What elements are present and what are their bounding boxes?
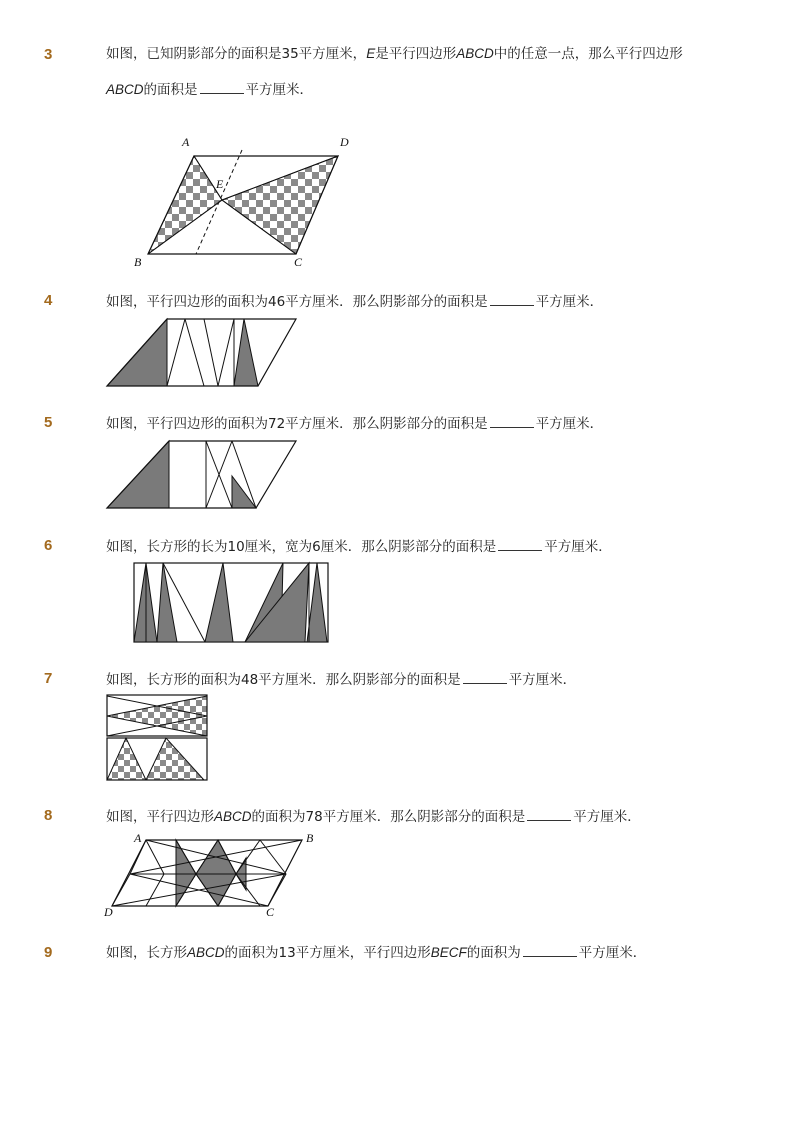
q3-text-part: 的面积是 xyxy=(143,82,198,98)
q8-var-abcd: ABCD xyxy=(214,809,252,824)
q5-shaded-right xyxy=(232,476,256,508)
q8-label-a: A xyxy=(134,831,142,845)
q3-shaded-left xyxy=(148,156,222,254)
question-number-4: 4 xyxy=(44,292,53,309)
q3-text-part: 如图，已知阴影部分的面积是35平方厘米， xyxy=(106,46,367,62)
q8-shaded-2 xyxy=(196,840,236,906)
q9-var-becf: BECF xyxy=(430,945,467,960)
question-9-text xyxy=(106,943,646,963)
question-3-text xyxy=(106,44,683,64)
question-6-text xyxy=(106,537,612,557)
q3-label-e: E xyxy=(216,177,224,191)
q6-figure xyxy=(133,562,333,646)
q9-var-abcd: ABCD xyxy=(187,945,225,960)
q5-figure xyxy=(106,440,306,512)
q3-label-b: B xyxy=(134,255,142,269)
q8-figure xyxy=(100,830,320,920)
question-8-text xyxy=(106,807,641,827)
q9-text-part: 如图，长方形 xyxy=(106,945,187,961)
q6-text-part: 如图，长方形的长为10厘米，宽为6厘米．那么阴影部分的面积是 xyxy=(106,539,497,555)
question-4-text xyxy=(106,292,603,312)
q7-shaded-bottom-1 xyxy=(107,738,146,780)
question-7-text xyxy=(106,670,576,690)
q4-shaded-right xyxy=(234,319,258,386)
q3-figure xyxy=(130,130,370,270)
question-3-text-line2 xyxy=(106,78,313,98)
q7-figure xyxy=(106,694,212,784)
q8-text-part: 平方厘米． xyxy=(573,809,641,825)
q8-label-c: C xyxy=(266,905,275,919)
question-number-9: 9 xyxy=(44,944,53,961)
q3-text-part: 平方厘米． xyxy=(245,82,314,98)
q3-var-abcd-2: ABCD xyxy=(106,82,144,97)
question-number-3: 3 xyxy=(44,46,53,63)
q6-text-part: 平方厘米． xyxy=(544,539,612,555)
q5-text-part: 如图，平行四边形的面积为72平方厘米．那么阴影部分的面积是 xyxy=(106,416,488,432)
q6-shaded-2 xyxy=(157,563,177,642)
question-number-8: 8 xyxy=(44,807,53,824)
q8-label-d: D xyxy=(104,905,113,919)
q7-text-part: 平方厘米． xyxy=(508,672,577,688)
q7-text-part: 如图，长方形的面积为48平方厘米．那么阴影部分的面积是 xyxy=(106,672,461,688)
q3-var-abcd: ABCD xyxy=(456,46,494,61)
question-number-7: 7 xyxy=(44,670,53,687)
answer-blank[interactable] xyxy=(490,415,534,428)
q4-figure xyxy=(106,318,306,390)
question-number-5: 5 xyxy=(44,414,53,431)
q9-text-part: 的面积为13平方厘米，平行四边形 xyxy=(224,945,431,961)
answer-blank[interactable] xyxy=(200,81,244,94)
question-number-6: 6 xyxy=(44,537,53,554)
q7-shaded-bottom-2 xyxy=(146,738,204,780)
question-5-text xyxy=(106,414,603,434)
answer-blank[interactable] xyxy=(527,808,571,821)
q8-text-part: 如图，平行四边形 xyxy=(106,809,214,825)
q9-text-part: 的面积为 xyxy=(466,945,521,961)
q3-text-part: 中的任意一点，那么平行四边形 xyxy=(493,46,683,62)
q8-label-b: B xyxy=(306,831,314,845)
q3-text-part: 是平行四边形 xyxy=(375,46,457,62)
q3-label-c: C xyxy=(294,255,303,269)
q6-shaded-6 xyxy=(307,563,327,642)
answer-blank[interactable] xyxy=(463,671,507,684)
q5-text-part: 平方厘米． xyxy=(535,416,604,432)
q4-text-part: 平方厘米． xyxy=(535,294,604,310)
answer-blank[interactable] xyxy=(523,944,577,957)
q8-text-part: 的面积为78平方厘米．那么阴影部分的面积是 xyxy=(251,809,526,825)
q4-text-part: 如图，平行四边形的面积为46平方厘米．那么阴影部分的面积是 xyxy=(106,294,488,310)
answer-blank[interactable] xyxy=(498,538,542,551)
q6-shaded-3 xyxy=(205,563,233,642)
q3-var-e: E xyxy=(366,46,376,61)
q3-shaded-right xyxy=(222,156,338,254)
q7-shaded-top xyxy=(107,696,207,736)
q3-label-a: A xyxy=(182,135,190,149)
answer-blank[interactable] xyxy=(490,293,534,306)
q9-text-part: 平方厘米． xyxy=(578,945,647,961)
q3-label-d: D xyxy=(340,135,349,149)
